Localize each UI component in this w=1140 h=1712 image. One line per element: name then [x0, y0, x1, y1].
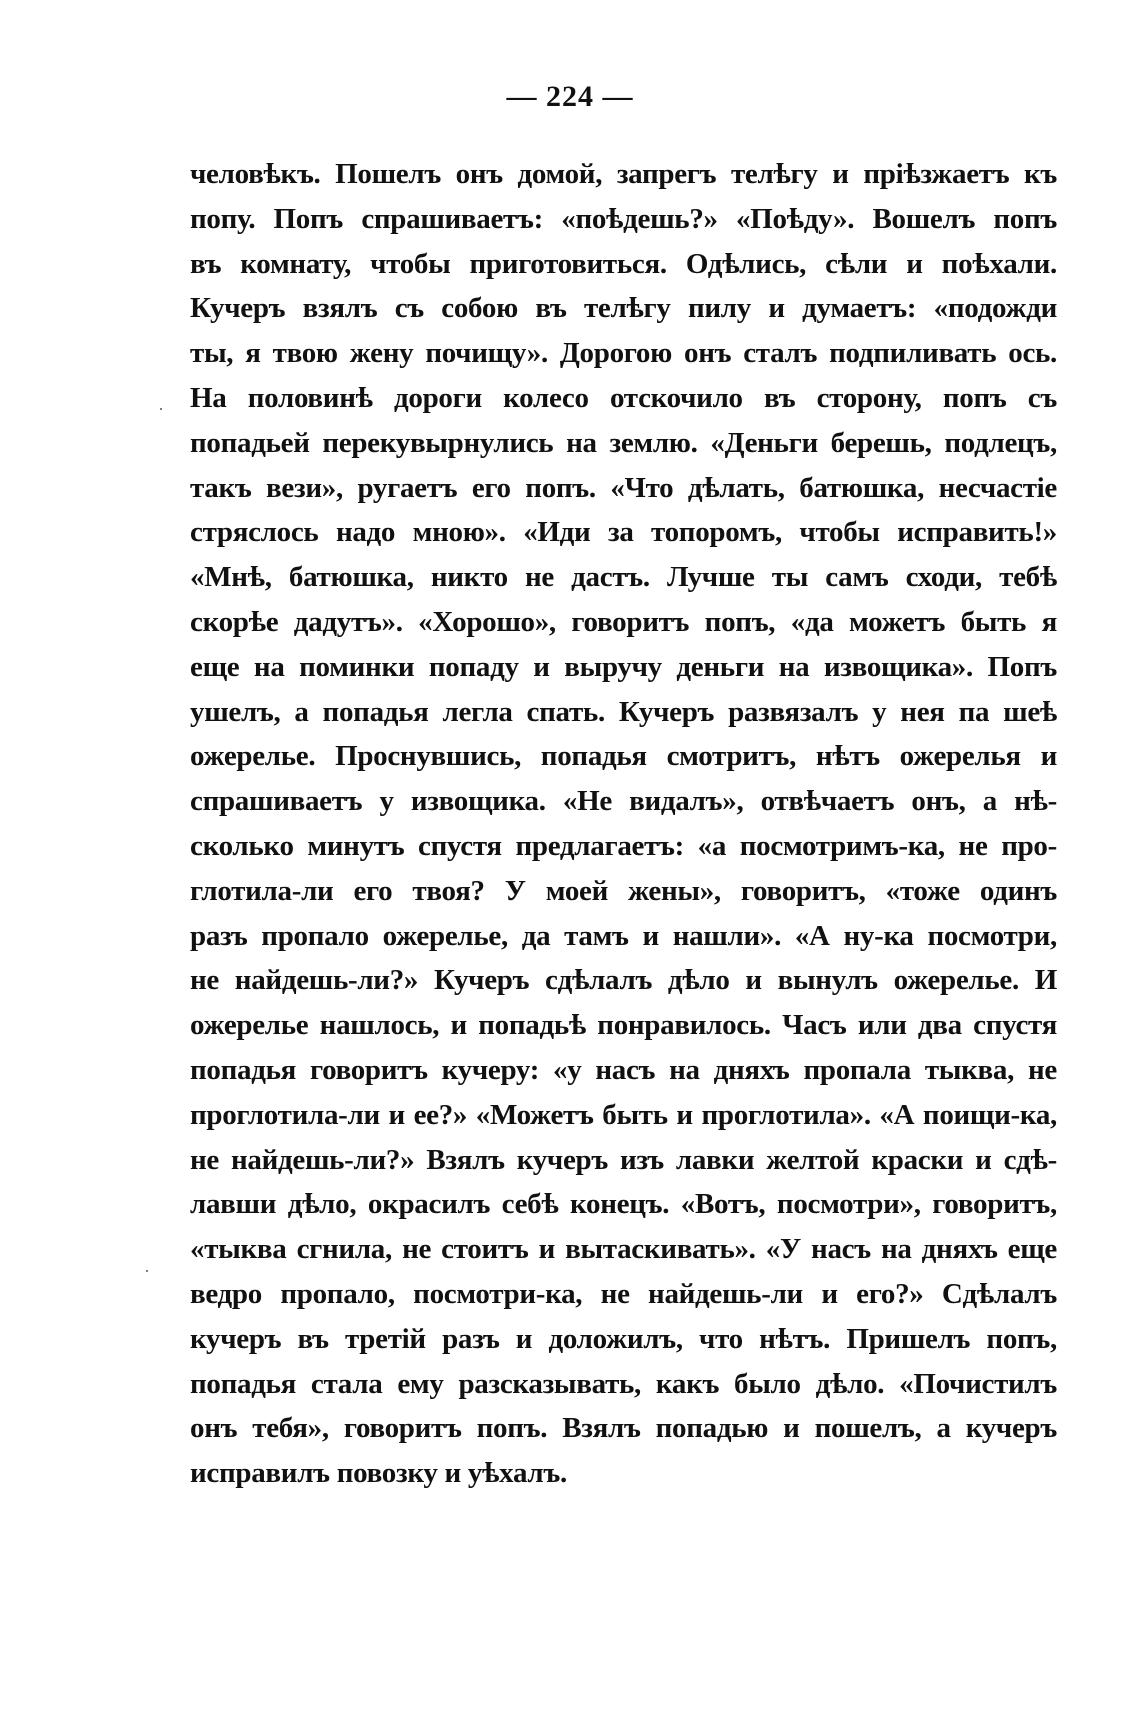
text-line: ты, я твою жену почищу». Дорогою онъ сталъ подпиливать ось. — [190, 337, 1057, 370]
text-line: ведро пропало, посмотри-ка, не найдешь-ли и его?» Сдѣлалъ — [190, 1277, 1057, 1310]
text-line: ушелъ, а попадья легла спать. Кучеръ развязалъ у нея па шеѣ — [190, 695, 1057, 728]
text-line: На половинѣ дороги колесо отскочило въ сторону, попъ съ — [190, 381, 1057, 414]
print-speck — [146, 1270, 148, 1272]
text-line: не найдешь-ли?» Взялъ кучеръ изъ лавки желтой краски и сдѣ- — [190, 1143, 1057, 1176]
text-line: кучеръ въ третій разъ и доложилъ, что нѣтъ. Пришелъ попъ, — [190, 1322, 1057, 1355]
text-line: стряслось надо мною». «Иди за топоромъ, чтобы исправить!» — [190, 516, 1057, 549]
text-line: ожерелье. Проснувшись, попадья смотритъ, нѣтъ ожерелья и — [190, 740, 1057, 773]
print-speck — [160, 408, 162, 410]
page-number: — 224 — — [506, 80, 634, 113]
text-line: сколько минутъ спустя предлагаетъ: «а посмотримъ-ка, не про- — [190, 829, 1057, 862]
text-line: такъ вези», ругаетъ его попъ. «Что дѣлать, батюшка, несчастіе — [190, 471, 1057, 504]
text-line: Кучеръ взялъ съ собою въ телѣгу пилу и думаетъ: «подожди — [190, 292, 1057, 325]
text-line: въ комнату, чтобы приготовиться. Одѣлись, сѣли и поѣхали. — [190, 247, 1057, 280]
text-line: глотила-ли его твоя? У моей жены», говоритъ, «тоже одинъ — [190, 874, 1057, 907]
text-line: исправилъ повозку и уѣхалъ. — [190, 1457, 567, 1490]
text-line: ожерелье нашлось, и попадьѣ понравилось. Часъ или два спустя — [190, 1009, 1057, 1042]
text-line: еще на поминки попаду и выручу деньги на извощика». Попъ — [190, 650, 1057, 683]
text-line: лавши дѣло, окрасилъ себѣ конецъ. «Вотъ, посмотри», говоритъ, — [190, 1188, 1057, 1221]
text-line: попадья стала ему разсказывать, какъ было дѣло. «Почистилъ — [190, 1367, 1057, 1400]
text-line: человѣкъ. Пошелъ онъ домой, запрегъ телѣгу и пріѣзжаетъ къ — [190, 158, 1057, 190]
text-line: онъ тебя», говоритъ попъ. Взялъ попадью и пошелъ, а кучеръ — [190, 1412, 1057, 1445]
text-line: спрашиваетъ у извощика. «Не видалъ», отвѣчаетъ онъ, а нѣ- — [190, 785, 1057, 818]
body-text — [190, 152, 1057, 1496]
text-line: не найдешь-ли?» Кучеръ сдѣлалъ дѣло и вынулъ ожерелье. И — [190, 964, 1057, 997]
text-line: скорѣе дадутъ». «Хорошо», говоритъ попъ, «да можетъ быть я — [190, 605, 1057, 638]
text-line: попу. Попъ спрашиваетъ: «поѣдешь?» «Поѣду». Вошелъ попъ — [190, 202, 1057, 235]
text-line: разъ пропало ожерелье, да тамъ и нашли». «А ну-ка посмотри, — [190, 919, 1057, 952]
text-line: попадьей перекувырнулись на землю. «Деньги берешь, подлецъ, — [190, 426, 1057, 459]
text-line: проглотила-ли и ее?» «Можетъ быть и проглотила». «А поищи-ка, — [190, 1098, 1057, 1131]
text-line: попадья говоритъ кучеру: «у насъ на дняхъ пропала тыква, не — [190, 1053, 1057, 1086]
text-line: «тыква сгнила, не стоитъ и вытаскивать». «У насъ на дняхъ еще — [190, 1233, 1057, 1266]
text-line: «Мнѣ, батюшка, никто не дастъ. Лучше ты самъ сходи, тебѣ — [190, 561, 1057, 594]
